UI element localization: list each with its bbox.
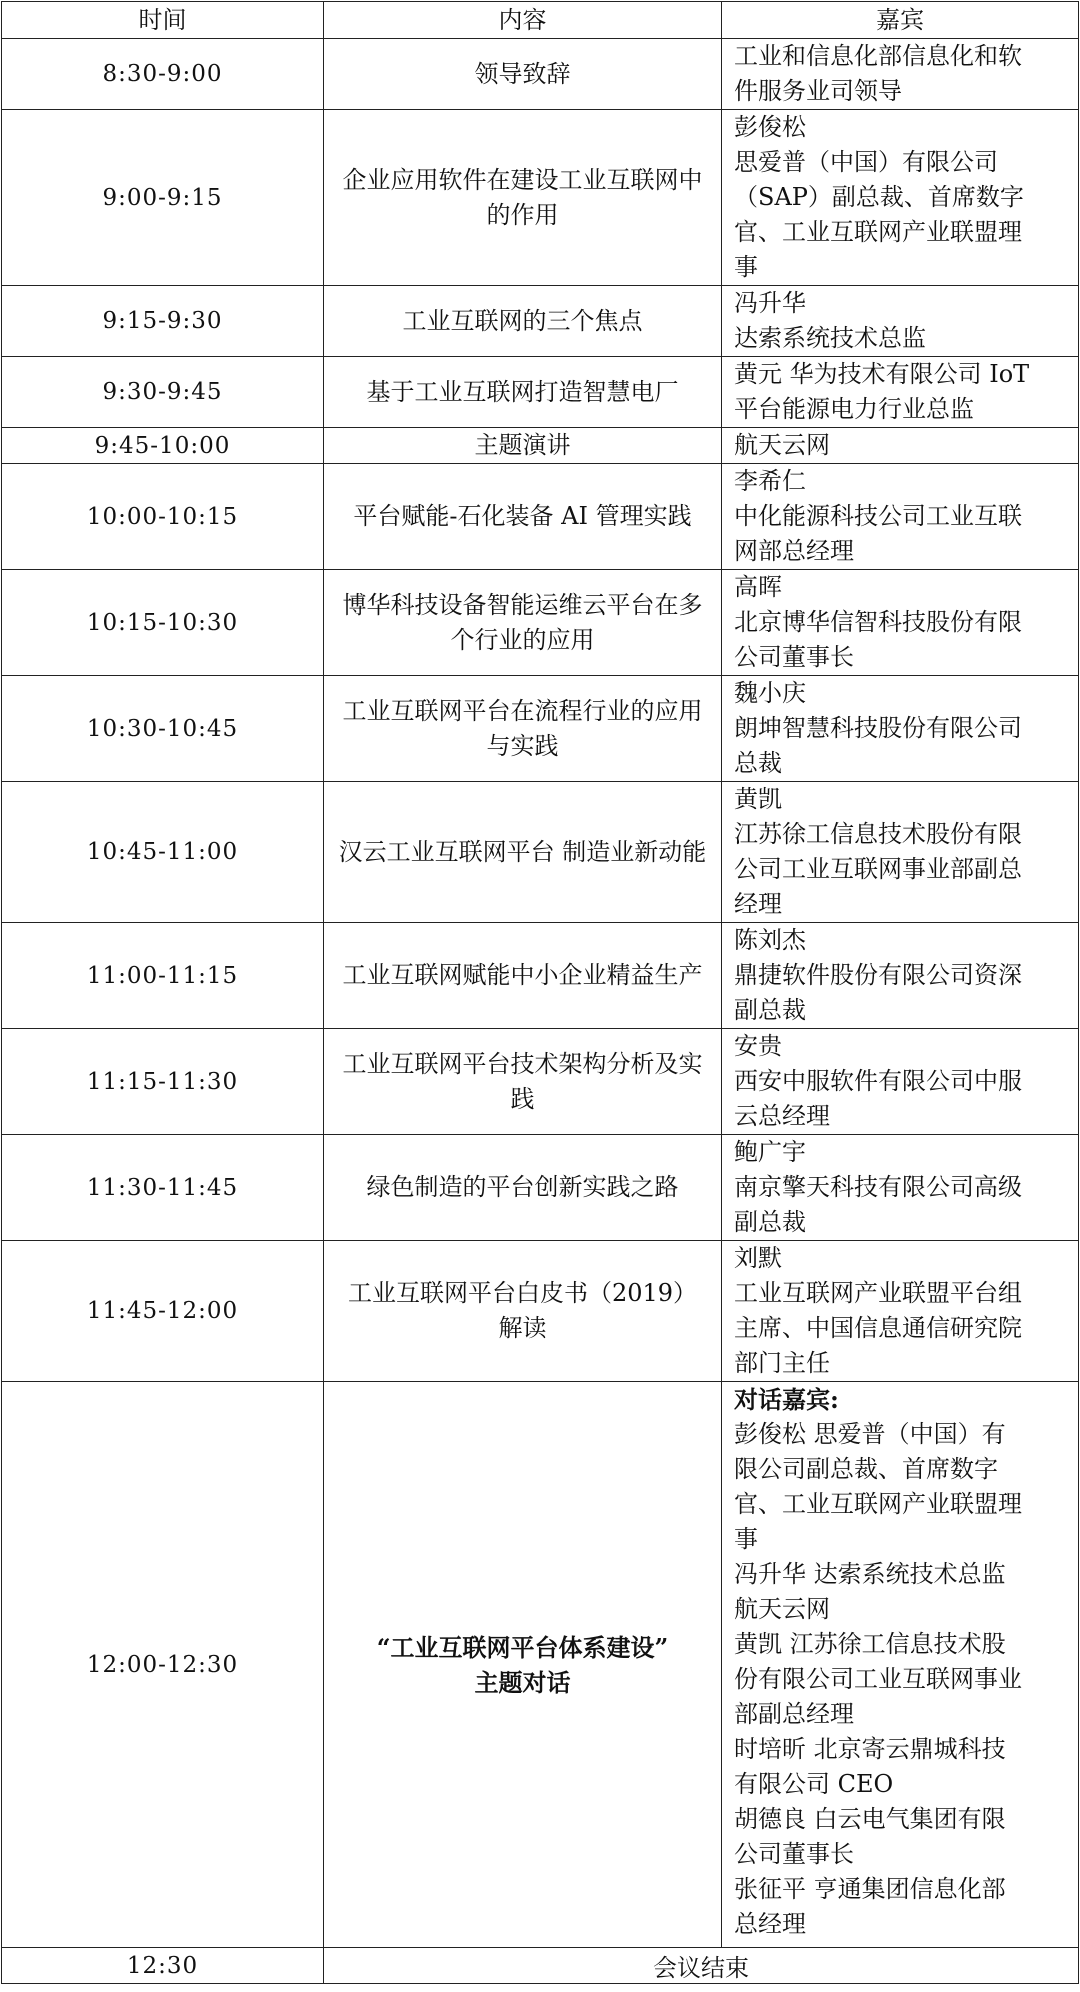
session-guest bbox=[722, 39, 1079, 110]
session-topic: 博华科技设备智能运维云平台在多个行业的应用 bbox=[324, 570, 722, 676]
session-topic: 领导致辞 bbox=[324, 39, 722, 110]
guest-line: 刘默 bbox=[734, 1244, 782, 1272]
agenda-row bbox=[2, 428, 1079, 464]
guest-line: 胡德良 白云电气集团有限 bbox=[734, 1805, 1006, 1833]
guest-line: 事 bbox=[734, 1525, 758, 1553]
agenda-body bbox=[2, 39, 1079, 1984]
guest-line: 部副总经理 bbox=[734, 1700, 854, 1728]
guest-line: 魏小庆 bbox=[734, 679, 806, 707]
session-time: 12:00-12:30 bbox=[2, 1382, 324, 1948]
session-topic: 汉云工业互联网平台 制造业新动能 bbox=[324, 782, 722, 923]
guest-line: 份有限公司工业互联网事业 bbox=[734, 1665, 1022, 1693]
guest-line: 平台能源电力行业总监 bbox=[734, 395, 974, 423]
dialogue-guests bbox=[722, 1382, 1079, 1948]
session-time: 10:00-10:15 bbox=[2, 464, 324, 570]
dialogue-guest-label: 对话嘉宾: bbox=[734, 1385, 839, 1414]
guest-line: 朗坤智慧科技股份有限公司 bbox=[734, 714, 1022, 742]
session-time: 11:00-11:15 bbox=[2, 923, 324, 1029]
guest-line: 张征平 亨通集团信息化部 bbox=[734, 1875, 1006, 1903]
session-time: 11:30-11:45 bbox=[2, 1135, 324, 1241]
guest-line: 冯升华 bbox=[734, 289, 806, 317]
guest-line: 工业互联网产业联盟平台组 bbox=[734, 1279, 1022, 1307]
guest-line: 公司工业互联网事业部副总 bbox=[734, 855, 1022, 883]
session-guest bbox=[722, 782, 1079, 923]
dialogue-topic-line: 主题对话 bbox=[474, 1667, 571, 1697]
session-topic: 工业互联网平台技术架构分析及实践 bbox=[324, 1029, 722, 1135]
guest-line: 鼎捷软件股份有限公司资深 bbox=[734, 961, 1022, 989]
session-guest bbox=[722, 923, 1079, 1029]
guest-line: 副总裁 bbox=[734, 996, 806, 1024]
session-time: 9:45-10:00 bbox=[2, 428, 324, 464]
guest-line: 事 bbox=[734, 253, 758, 281]
session-topic: 工业互联网平台在流程行业的应用与实践 bbox=[324, 676, 722, 782]
guest-line: 高晖 bbox=[734, 573, 782, 601]
guest-line: 部门主任 bbox=[734, 1349, 830, 1377]
guest-line: 北京博华信智科技股份有限 bbox=[734, 608, 1022, 636]
guest-line: 网部总经理 bbox=[734, 537, 854, 565]
guest-line: 副总裁 bbox=[734, 1208, 806, 1236]
session-guest bbox=[722, 676, 1079, 782]
session-guest bbox=[722, 286, 1079, 357]
guest-line: 时培昕 北京寄云鼎城科技 bbox=[734, 1735, 1006, 1763]
agenda-row bbox=[2, 286, 1079, 357]
agenda-row bbox=[2, 570, 1079, 676]
agenda-row bbox=[2, 782, 1079, 923]
guest-line: 冯升华 达索系统技术总监 bbox=[734, 1560, 1006, 1588]
session-time: 10:30-10:45 bbox=[2, 676, 324, 782]
guest-line: 公司董事长 bbox=[734, 643, 854, 671]
guest-line: 陈刘杰 bbox=[734, 926, 806, 954]
guest-line: 中化能源科技公司工业互联 bbox=[734, 502, 1022, 530]
session-topic: 基于工业互联网打造智慧电厂 bbox=[324, 357, 722, 428]
session-time: 8:30-9:00 bbox=[2, 39, 324, 110]
guest-line: 公司董事长 bbox=[734, 1840, 854, 1868]
header-content: 内容 bbox=[324, 2, 722, 39]
agenda-row bbox=[2, 1029, 1079, 1135]
guest-line: 西安中服软件有限公司中服 bbox=[734, 1067, 1022, 1095]
session-guest bbox=[722, 110, 1079, 286]
guest-line: 南京擎天科技有限公司高级 bbox=[734, 1173, 1022, 1201]
agenda-row bbox=[2, 39, 1079, 110]
guest-line: 航天云网 bbox=[734, 1595, 830, 1623]
dialogue-row bbox=[2, 1382, 1079, 1948]
session-time: 10:45-11:00 bbox=[2, 782, 324, 923]
agenda-row bbox=[2, 1135, 1079, 1241]
guest-line: 鲍广宇 bbox=[734, 1138, 806, 1166]
session-topic: 绿色制造的平台创新实践之路 bbox=[324, 1135, 722, 1241]
session-topic: 工业互联网平台白皮书（2019）解读 bbox=[324, 1241, 722, 1382]
session-time: 10:15-10:30 bbox=[2, 570, 324, 676]
guest-line: 黄元 华为技术有限公司 IoT bbox=[734, 360, 1030, 388]
session-time: 9:00-9:15 bbox=[2, 110, 324, 286]
agenda-row bbox=[2, 357, 1079, 428]
guest-line: 总裁 bbox=[734, 749, 782, 777]
guest-line: 江苏徐工信息技术股份有限 bbox=[734, 820, 1022, 848]
closing-time: 12:30 bbox=[2, 1948, 324, 1984]
closing-row bbox=[2, 1948, 1079, 1984]
guest-line: 限公司副总裁、首席数字 bbox=[734, 1455, 998, 1483]
session-time: 11:45-12:00 bbox=[2, 1241, 324, 1382]
session-guest bbox=[722, 1135, 1079, 1241]
guest-line: 彭俊松 bbox=[734, 113, 806, 141]
agenda-row bbox=[2, 923, 1079, 1029]
guest-line: 主席、中国信息通信研究院 bbox=[734, 1314, 1022, 1342]
guest-line: 有限公司 CEO bbox=[734, 1770, 894, 1798]
guest-line: 彭俊松 思爱普（中国）有 bbox=[734, 1420, 1006, 1448]
guest-line: 经理 bbox=[734, 890, 782, 918]
session-guest bbox=[722, 464, 1079, 570]
session-topic: 工业互联网赋能中小企业精益生产 bbox=[324, 923, 722, 1029]
guest-line: 李希仁 bbox=[734, 467, 806, 495]
guest-line: 件服务业司领导 bbox=[734, 77, 902, 105]
agenda-row bbox=[2, 1241, 1079, 1382]
guest-line: 官、工业互联网产业联盟理 bbox=[734, 1490, 1022, 1518]
session-time: 9:30-9:45 bbox=[2, 357, 324, 428]
session-time: 9:15-9:30 bbox=[2, 286, 324, 357]
header-guest: 嘉宾 bbox=[722, 2, 1079, 39]
session-topic: 平台赋能-石化装备 AI 管理实践 bbox=[324, 464, 722, 570]
session-topic: 主题演讲 bbox=[324, 428, 722, 464]
agenda-table bbox=[1, 1, 1079, 1984]
dialogue-topic bbox=[324, 1382, 722, 1948]
session-time: 11:15-11:30 bbox=[2, 1029, 324, 1135]
closing-text: 会议结束 bbox=[324, 1948, 1079, 1984]
session-guest bbox=[722, 570, 1079, 676]
guest-line: 总经理 bbox=[734, 1910, 806, 1938]
guest-line: 航天云网 bbox=[734, 431, 830, 459]
agenda-row bbox=[2, 110, 1079, 286]
agenda-row bbox=[2, 676, 1079, 782]
guest-line: 安贵 bbox=[734, 1032, 782, 1060]
guest-line: 思爱普（中国）有限公司 bbox=[734, 148, 998, 176]
dialogue-topic-line: “工业互联网平台体系建设” bbox=[376, 1632, 669, 1662]
session-guest bbox=[722, 1029, 1079, 1135]
agenda-row bbox=[2, 464, 1079, 570]
header-time: 时间 bbox=[2, 2, 324, 39]
guest-line: 黄凯 江苏徐工信息技术股 bbox=[734, 1630, 1006, 1658]
guest-line: 达索系统技术总监 bbox=[734, 324, 926, 352]
guest-line: 黄凯 bbox=[734, 785, 782, 813]
session-guest bbox=[722, 357, 1079, 428]
guest-line: 云总经理 bbox=[734, 1102, 830, 1130]
header-row bbox=[2, 2, 1079, 39]
session-guest bbox=[722, 1241, 1079, 1382]
session-topic: 企业应用软件在建设工业互联网中的作用 bbox=[324, 110, 722, 286]
guest-line: 官、工业互联网产业联盟理 bbox=[734, 218, 1022, 246]
guest-line: （SAP）副总裁、首席数字 bbox=[734, 183, 1024, 211]
guest-line: 工业和信息化部信息化和软 bbox=[734, 42, 1022, 70]
session-topic: 工业互联网的三个焦点 bbox=[324, 286, 722, 357]
session-guest bbox=[722, 428, 1079, 464]
